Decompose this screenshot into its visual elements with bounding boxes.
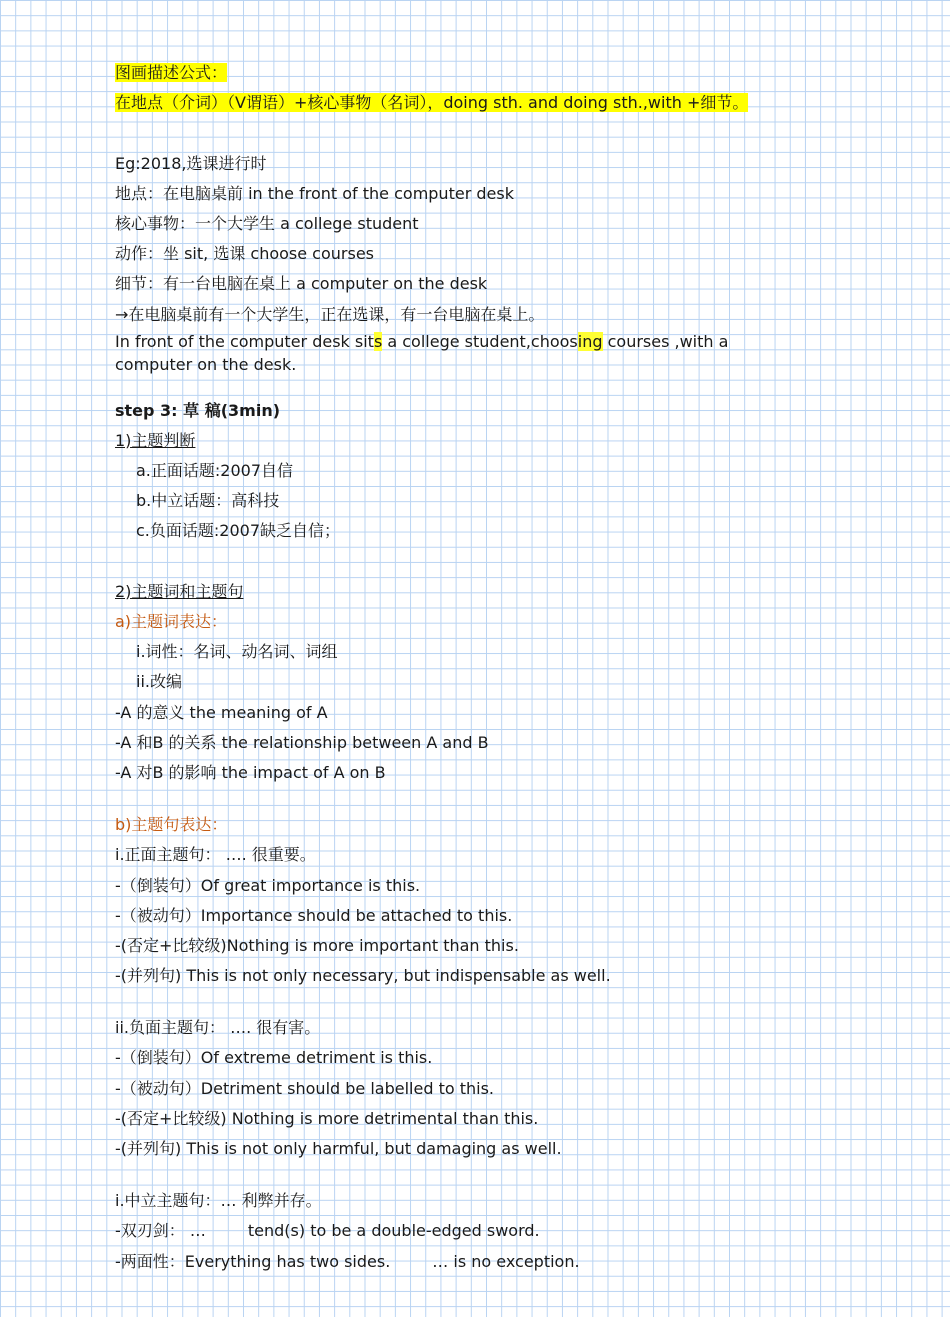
theme-words-a-line: -A 对B 的影响 the impact of A on B — [115, 762, 386, 782]
theme-judge-heading: 1)主题判断 — [115, 430, 196, 450]
participle-highlight: ing — [577, 331, 603, 351]
negative-line: -(否定+比较级) Nothing is more detrimental than this. — [115, 1108, 539, 1128]
neutral-line-sides: -两面性：Everything has two sides. … is no exception. — [115, 1251, 580, 1271]
example-action: 动作：坐 sit, 选课 choose courses — [115, 244, 375, 264]
theme-words-heading: 2)主题词和主题句 — [115, 581, 244, 601]
formula-title-text: 图画描述公式： — [115, 63, 228, 82]
theme-judge-item: b.中立话题：高科技 — [136, 491, 280, 511]
neutral-heading: i.中立主题句：… 利弊并存。 — [115, 1191, 322, 1211]
theme-words-a-line: -A 和B 的关系 the relationship between A and B — [115, 732, 489, 752]
formula-text-content: 在地点（介词）（V谓语）+核心事物（名词），doing sth. and doing sth.,with +细节。 — [115, 93, 749, 113]
neutral-line-sword: -双刃剑： … tend(s) to be a double-edged sword. — [115, 1221, 540, 1241]
example-detail: 细节：有一台电脑在桌上 a computer on the desk — [115, 274, 488, 294]
theme-words-a-item: ii.改编 — [136, 672, 182, 692]
positive-line: -(并列句) This is not only necessary, but indispensable as well. — [115, 966, 611, 986]
positive-line: -（被动句）Importance should be attached to this. — [115, 905, 513, 925]
step3-title: step 3: 草 稿(3min) — [115, 400, 281, 420]
example-eg: Eg:2018,选课进行时 — [115, 153, 267, 173]
negative-heading: ii.负面主题句： …. 很有害。 — [115, 1018, 321, 1038]
formula-title — [115, 58, 835, 88]
example-place: 地点：在电脑桌前 in the front of the computer desk — [115, 183, 514, 203]
example-core: 核心事物：一个大学生 a college student — [115, 213, 419, 233]
theme-words-a-item: i.词性：名词、动名词、词组 — [136, 642, 338, 662]
theme-words-a-line: -A 的意义 the meaning of A — [115, 702, 328, 722]
negative-line: -（被动句）Detriment should be labelled to this. — [115, 1078, 495, 1098]
formula-text — [115, 88, 835, 118]
negative-line: -（倒装句）Of extreme detriment is this. — [115, 1048, 433, 1068]
positive-line: -(否定+比较级)Nothing is more important than this. — [115, 935, 519, 955]
example-sentence: In front of the computer desk sits a college student,choosing courses ,with a computer on the desk. — [115, 331, 729, 374]
theme-judge-item: a.正面话题:2007自信 — [136, 461, 294, 481]
verb-highlight: s — [373, 331, 383, 351]
theme-words-sub-a: a)主题词表达： — [115, 612, 228, 631]
example-translation-cn: →在电脑桌前有一个大学生，正在选课，有一台电脑在桌上。 — [115, 304, 545, 324]
positive-line: -（倒装句）Of great importance is this. — [115, 875, 421, 895]
positive-heading: i.正面主题句： …. 很重要。 — [115, 845, 316, 865]
negative-line: -(并列句) This is not only harmful, but damaging as well. — [115, 1139, 562, 1158]
theme-sentence-sub-b: b)主题句表达： — [115, 815, 228, 835]
note-page — [115, 58, 835, 1277]
theme-judge-item: c.负面话题:2007缺乏自信； — [136, 521, 340, 541]
